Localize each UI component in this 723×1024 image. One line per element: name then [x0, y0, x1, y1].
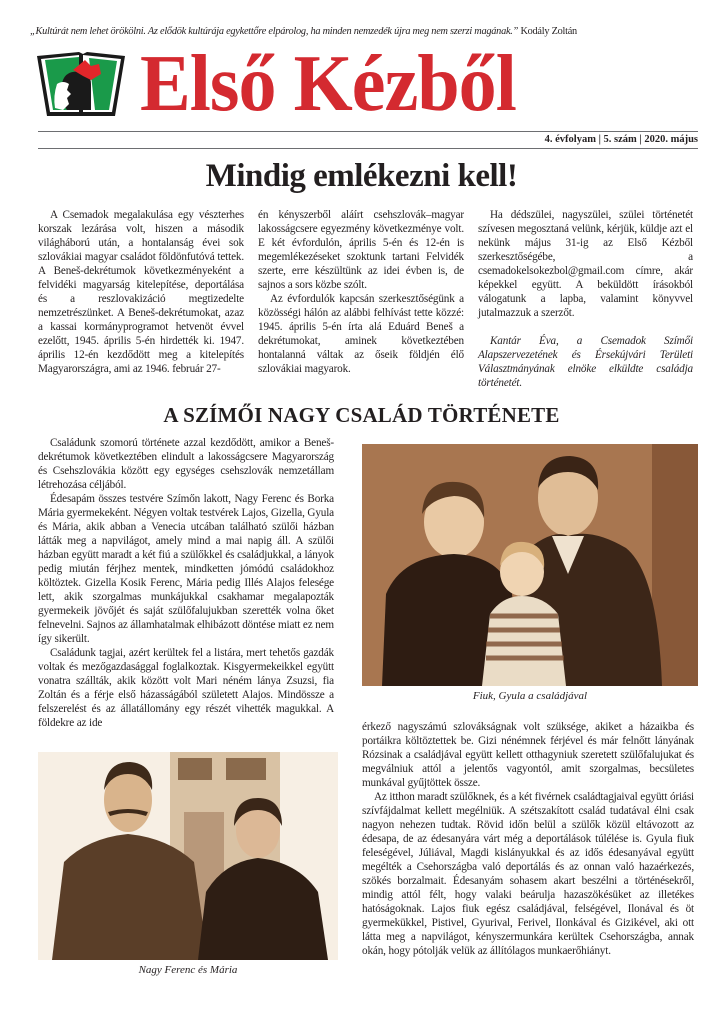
- divider: [38, 148, 698, 149]
- couple-photo: [38, 752, 338, 960]
- family-photo-illustration: [362, 444, 698, 686]
- paragraph: Az itthon maradt szülőknek, és a két fivérnek családtagjaival együtt óriási szívfájdalmat kellett megélniük. A szétszakított család tudatával élni csak nagyon nehezen tudtak. Rövid időn belül a szülők közül eltávozott az édesapa, de az édesanyára várt még a deportálások túlélése is. Gyula fiuk feleségével, Júliával, Magdi kislányukkal és az idős édesanyával együtt megélték a Csehországba való deportálás és az onnan való hazaérkezés, szökés borzalmait. Édesanyám sohasem akart beszélni a történésekről, mindig attól félt, hogy valaki beárulja hazaszökésüket az illetékes hatóságoknak. Lajos fiuk egész családjával, felségével, Ilonával és öt gyermekükkel, Pistivel, Gyurival, Ferivel, Ilonkával és Gizikével, aki ott látta meg a napvilágot, kényszermunkára kerültek Csehországba, annak okán, hogy pótolják velük az állítólagos munkaerőhiányt.: [362, 791, 694, 957]
- paragraph: A Csemadok megalakulása egy vészterhes korszak lezárása volt, hiszen a második világháború után, a hontalanság évei sok szlovákiai magyar családot földönfutóvá tettek. A Beneš-dekrétumok következményeként a felvidéki magyarság kitelepítése, deportálása és a reszlovakizáció megtizedelte nemzetrészünket. A Beneš-dekrétumokat, azaz a kassai kormányprogramot hetvenöt évvel ezelőtt, 1945. április 5-én hirdették ki. 1947. április 12-én kezdődött meg a kitelepítés Magyarországra, ami az 1946. február 27-: [38, 209, 244, 375]
- article-subheadline: A SZÍMŐI NAGY CSALÁD TÖRTÉNETE: [163, 403, 560, 427]
- article1-column-2: [258, 208, 464, 376]
- paragraph: Családunk szomorú története azzal kezdődött, amikor a Beneš-dekrétumok következtében elindult a lakosságcsere Magyarország és Csehszlovákia között egy egységes csehszlovák nemzetállam létrehozása céljából.: [38, 437, 334, 491]
- paragraph: érkező nagyszámú szlovákságnak volt szüksége, akiket a házaikba és portáikra költöztettek be. Gizi nénémnek férjével és már felnőtt lányának Rózsinak a családjával együtt kellett otthagyniuk szeretett szülőfalujukat és megválniuk attól a jelentős vagyontól, amit szorgalmas, becsületes munkával gyűjtöttek össze.: [362, 721, 694, 789]
- couple-photo-illustration: [38, 752, 338, 960]
- paragraph: Családunk tagjai, azért kerültek fel a listára, mert tehetős gazdák voltak és mezőgazdasággal foglalkoztak. Kisgyermekeikkel együtt vonatra szállták, akik között volt Mari néném lánya Zsuzsi, fia Zoltán és a férje első házasságából született Alajos. Mindössze a felszerelést és az állatállomány egy részét vihették magukkal. A földekre az ide: [38, 647, 334, 729]
- photo-caption: Nagy Ferenc és Mária: [138, 964, 238, 976]
- quote-text: „Kultúrát nem lehet örökölni. Az elődök kultúrája egykettőre elpárolog, ha minden nemzedék újra meg nem szerzi magának.”: [30, 26, 519, 37]
- issue-info: 4. évfolyam | 5. szám | 2020. május: [544, 134, 698, 145]
- masthead-quote: [30, 26, 698, 38]
- article2-right-text: [362, 720, 694, 958]
- family-photo: [362, 444, 698, 686]
- paragraph: Édesapám összes testvére Szímőn lakott, Nagy Ferenc és Borka Mária gyermekeként. Négyen voltak testvérek Lajos, Gizella, Gyula és Mária, akik abban a Venecia utcában található szülői házban látták meg a napvilágot, amely mind a mai napig áll. A szülői házban együtt maradt a két fiú a szülőkkel és családjukkal, a lányok pedig miután férjhez mentek, mindketten jómódú családokhoz költöztek. Gizella Kosik Ferenc, Mária pedig Illés Alajos felesége lett, akik szorgalmas munkájukkal csakhamar megalapozták gyermekeik jövőjét és saját szülőfalujukban szerették volna őket felnevelni. Sajnos az államhatalmak elhibázott döntése miatt ez nem így sikerült.: [38, 493, 334, 645]
- article2-left-text: [38, 436, 334, 730]
- article1-column-3: [478, 208, 693, 390]
- article-headline: Mindig emlékezni kell!: [205, 158, 518, 194]
- article-signature: Kantár Éva, a Csemadok Szímői Alapszervezetének és Érsekújvári Területi Választmányának elnöke elküldte családja történetét.: [478, 335, 693, 389]
- article1-column-1: [38, 208, 244, 376]
- divider: [38, 131, 698, 132]
- paragraph: Ha dédszülei, nagyszülei, szülei történetét szívesen megosztaná velünk, kérjük, küldje azt el nekünk május 31-ig az Első Kézből szerkesztőségébe, a csemadokelsokezbol@gmail.com címre, akár képekkel együtt. A beküldött írásokból válogatunk a lapba, valamint könyvvel jutalmazzuk a szerzőt.: [478, 209, 693, 319]
- paragraph: én kényszerből aláírt csehszlovák–magyar lakosságcsere egyezmény következménye volt. E két évfordulón, április 5-én és 12-én is megemlékezéseket szoktunk tartani Felvidék szerte, erre készültünk az idei évben is, de sajnos a sors közbe szólt.: [258, 209, 464, 291]
- photo-caption: Fiuk, Gyula a családjával: [472, 690, 588, 702]
- quote-author: Kodály Zoltán: [520, 26, 577, 37]
- masthead-title: Első Kézből: [140, 40, 516, 128]
- csemadok-logo-icon: [33, 50, 129, 120]
- paragraph: Az évfordulók kapcsán szerkesztőségünk a közösségi hálón az alábbi felhívást tette közzé: 1945. április 5-én írta alá Eduárd Beneš a dekrétumokat, aminek következtében hontalanná váltak az őseik földjén élő szlovákiai magyarok.: [258, 293, 464, 375]
